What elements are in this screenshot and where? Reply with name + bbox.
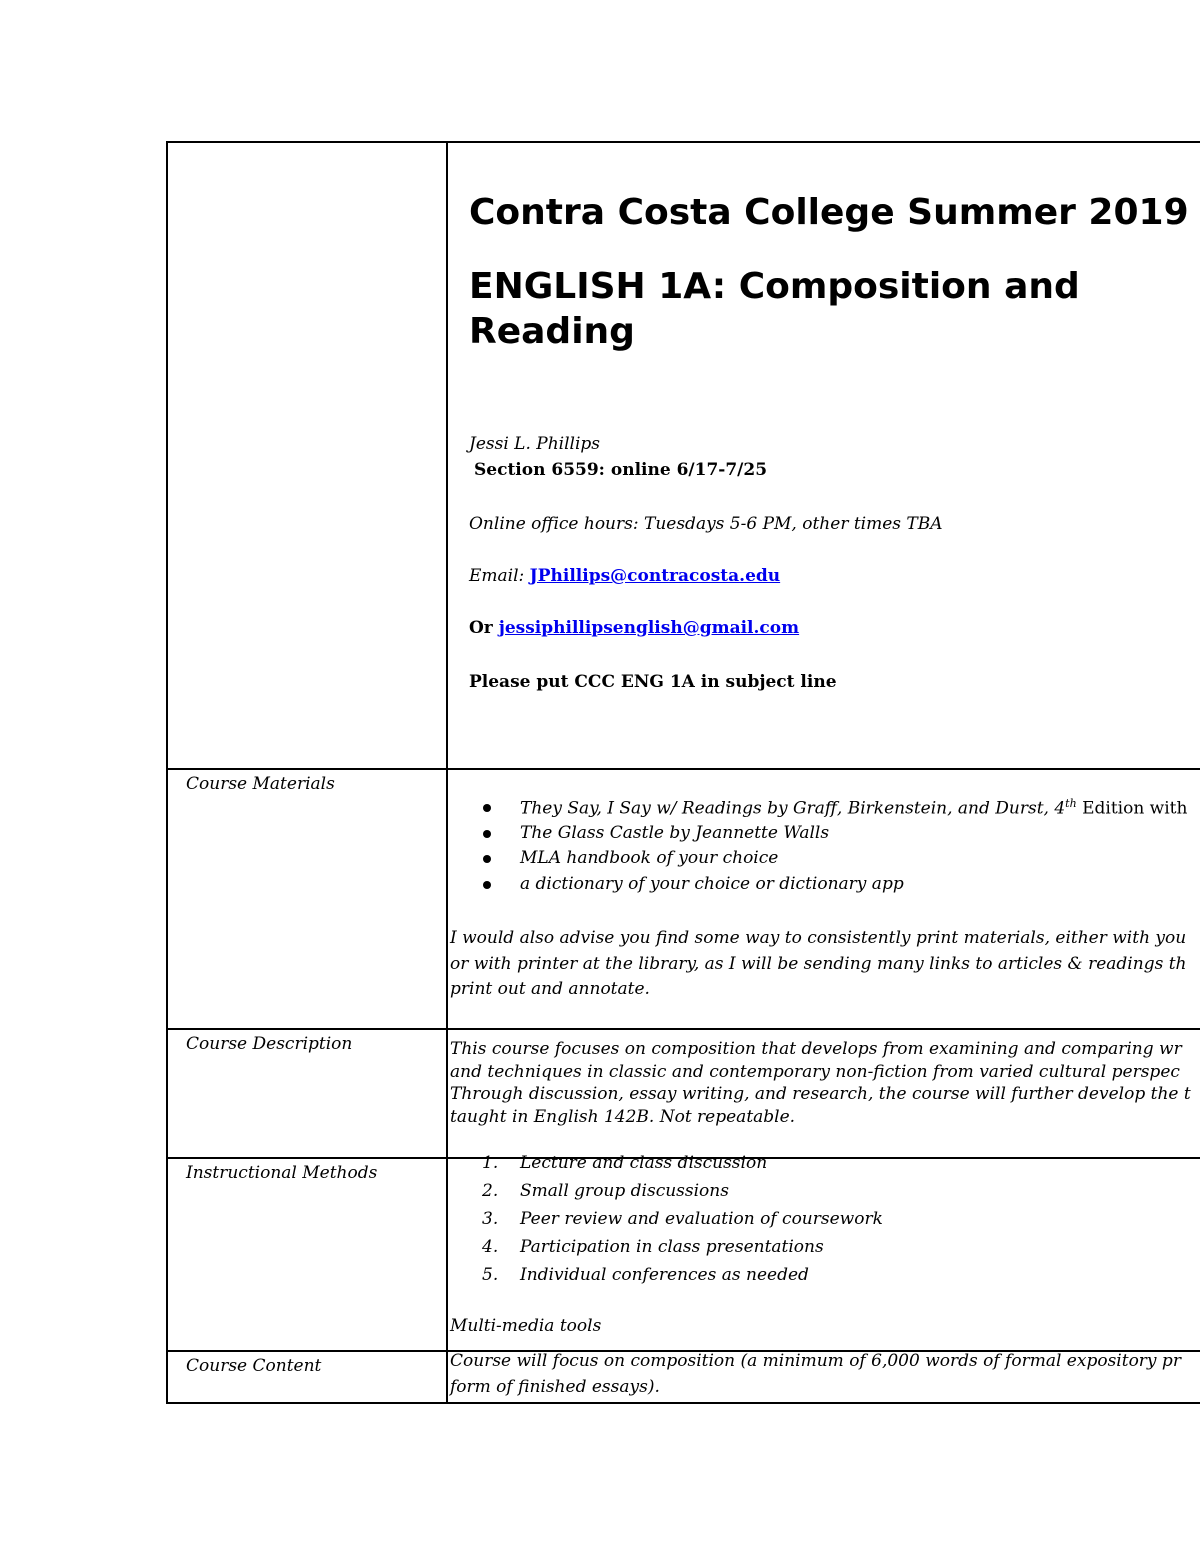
content-line: form of finished essays). [450, 1377, 660, 1397]
materials-note-line: I would also advise you find some way to consistently print materials, either with you [450, 928, 1187, 948]
list-item [450, 1237, 883, 1265]
list-item [450, 823, 1187, 849]
materials-label: Course Materials [167, 769, 447, 1029]
description-line: This course focuses on composition that develops from examining and comparing wr [450, 1039, 1182, 1059]
subject-note: Please put CCC ENG 1A in subject line [469, 672, 837, 692]
email-label: Email: [469, 566, 530, 586]
methods-note: Multi-media tools [450, 1316, 602, 1336]
bullet-icon [483, 804, 491, 812]
methods-label: Instructional Methods [167, 1158, 447, 1351]
method-text: Lecture and class discussion [520, 1153, 768, 1173]
list-item [450, 1209, 883, 1237]
item-number: 3. [482, 1209, 499, 1229]
course-title [469, 264, 1169, 354]
description-text [450, 1038, 1191, 1128]
materials-note-line: or with printer at the library, as I will be sending many links to articles & readings th [450, 953, 1187, 974]
list-item [450, 1265, 883, 1293]
office-hours: Online office hours: Tuesdays 5-6 PM, other times TBA [469, 514, 943, 534]
edition-superscript: th [1065, 797, 1077, 810]
item-number: 4. [482, 1237, 499, 1257]
item-number: 5. [482, 1265, 499, 1285]
list-item [450, 1181, 883, 1209]
email-line [469, 566, 780, 586]
materials-item-text: MLA handbook of your choice [520, 848, 779, 868]
edition-tail: Edition with [1076, 798, 1188, 819]
description-line: Through discussion, essay writing, and research, the course will further develop the t [450, 1084, 1191, 1104]
list-item [450, 797, 1187, 823]
college-title: Contra Costa College Summer 2019 [469, 192, 1189, 233]
content-line: Course will focus on composition (a minimum of 6,000 words of formal expository pr [450, 1351, 1181, 1371]
materials-note [450, 926, 1186, 1003]
email-primary-link[interactable]: JPhillips@contracosta.edu [529, 566, 781, 586]
course-title-line1: ENGLISH 1A: Composition and [469, 266, 1080, 307]
header-blank-cell [167, 142, 447, 769]
materials-item-text: They Say, I Say w/ Readings by Graff, Birkenstein, and Durst, 4 [520, 798, 1066, 819]
section-info: Section 6559: online 6/17-7/25 [474, 460, 768, 480]
instructor-name: Jessi L. Phillips [469, 434, 601, 454]
list-item [450, 1153, 883, 1181]
item-number: 1. [482, 1153, 499, 1173]
materials-item-text: a dictionary of your choice or dictionary app [520, 873, 904, 894]
method-text: Small group discussions [520, 1181, 729, 1201]
or-label: Or [469, 618, 499, 638]
course-title-line2: Reading [469, 311, 635, 352]
email-secondary-link[interactable]: jessiphillipsenglish@gmail.com [498, 618, 800, 638]
materials-note-line: print out and annotate. [450, 979, 650, 999]
method-text: Peer review and evaluation of coursework [520, 1209, 883, 1229]
bullet-icon [483, 830, 491, 838]
bullet-icon [483, 855, 491, 863]
materials-item-text: The Glass Castle by Jeannette Walls [520, 822, 830, 843]
description-line: taught in English 142B. Not repeatable. [450, 1106, 796, 1127]
description-line: and techniques in classic and contemporary non-fiction from varied cultural perspec [450, 1061, 1180, 1082]
method-text: Individual conferences as needed [520, 1265, 809, 1285]
bullet-icon [483, 881, 491, 889]
list-item [450, 848, 1187, 874]
methods-list [450, 1153, 883, 1293]
alt-email-line [469, 618, 799, 638]
description-label: Course Description [167, 1029, 447, 1158]
content-text [450, 1348, 1181, 1400]
method-text: Participation in class presentations [520, 1237, 824, 1257]
item-number: 2. [482, 1181, 499, 1201]
content-label: Course Content [167, 1351, 447, 1403]
list-item [450, 874, 1187, 900]
materials-list [450, 797, 1187, 899]
